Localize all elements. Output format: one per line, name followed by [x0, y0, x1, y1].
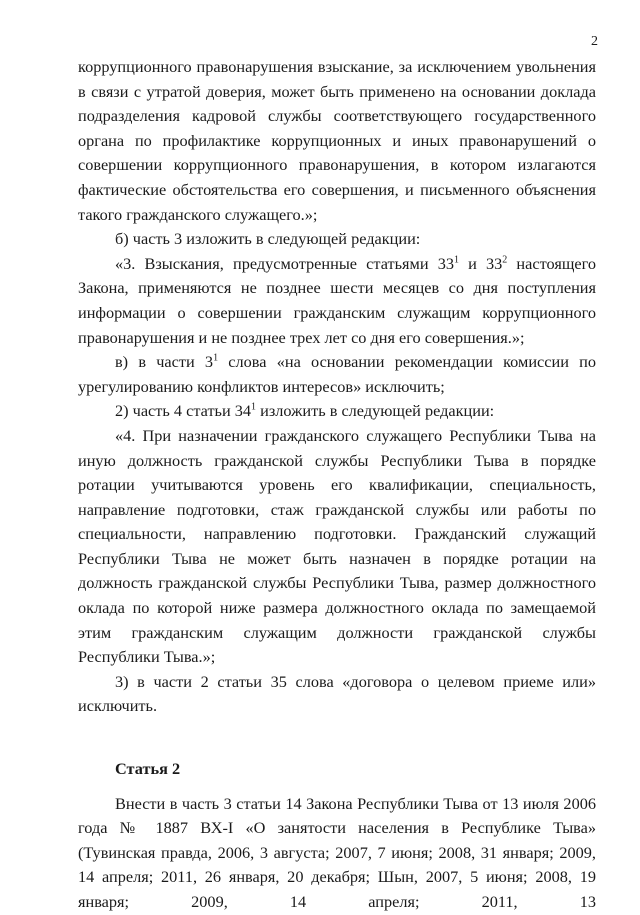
superscript: 2	[502, 254, 508, 266]
paragraph-item-b: б) часть 3 изложить в следующей редакции:	[115, 229, 421, 249]
paragraph-item-v: в) в части $3^1$ слова «на основании рекомендации комиссии по урегулированию конфликтов интересов» исключить;	[78, 352, 596, 396]
paragraph-item-2: 2) часть 4 статьи $34^1$ изложить в следующей редакции:	[115, 401, 495, 421]
superscript: 1	[453, 254, 459, 266]
superscript: 1	[251, 401, 257, 413]
superscript: 1	[213, 352, 219, 364]
paragraph-item-3: 3) в части 2 статьи 35 слова «договора о целевом приеме или» исключить.	[78, 671, 596, 716]
article-heading: Статья 2	[115, 759, 181, 779]
paragraph-continuation: коррупционного правонарушения взыскание, за исключением увольнения в связи с утратой доверия, может быть применено на основании доклада подразделения кадровой службы соответствующего государственного органа по профилактике коррупционных и иных правонарушений о совершении коррупционного правонарушения, в котором излагаются фактические обстоятельства его совершения, и письменного объяснения такого гражданского служащего.»;	[78, 57, 596, 224]
page-number: 2	[591, 34, 598, 49]
document-body	[78, 55, 596, 915]
paragraph-article-2: Внести в часть 3 статьи 14 Закона Республики Тыва от 13 июля 2006 года № 1887 ВХ-I «О занятости населения в Республике Тыва» (Тувинская правда, 2006, 3 августа; 2007, 7 июня; 2008, 31 января; 2009, 14 апреля; 2011, 26 января, 20 декабря; Шын, 2007, 5 июня; 2008, 19 января; 2009, 14 апреля; 2011, 13	[78, 793, 596, 911]
paragraph-quote-4: «4. При назначении гражданского служащего Республики Тыва на иную должность гражданской службы Республики Тыва в порядке ротации учитываются уровень его квалификации, специальность, направление подготовки, стаж гражданской службы или работы по специальности, направлению подготовки. Гражданский служащий Республики Тыва не может быть назначен в порядке ротации на должность гражданской службы Республики Тыва, размер должностного оклада по которой ниже размера должностного оклада по замещаемой этим гражданским служащим должности гражданской службы Республики Тыва.»;	[78, 425, 596, 667]
paragraph-quote-3: «3. Взыскания, предусмотренные статьями $33^1$ и $33^2$ настоящего Закона, применяются не позднее шести месяцев со дня поступления информации о совершении гражданским служащим коррупционного правонарушения и не позднее трех лет со дня его совершения.»;	[78, 253, 596, 347]
